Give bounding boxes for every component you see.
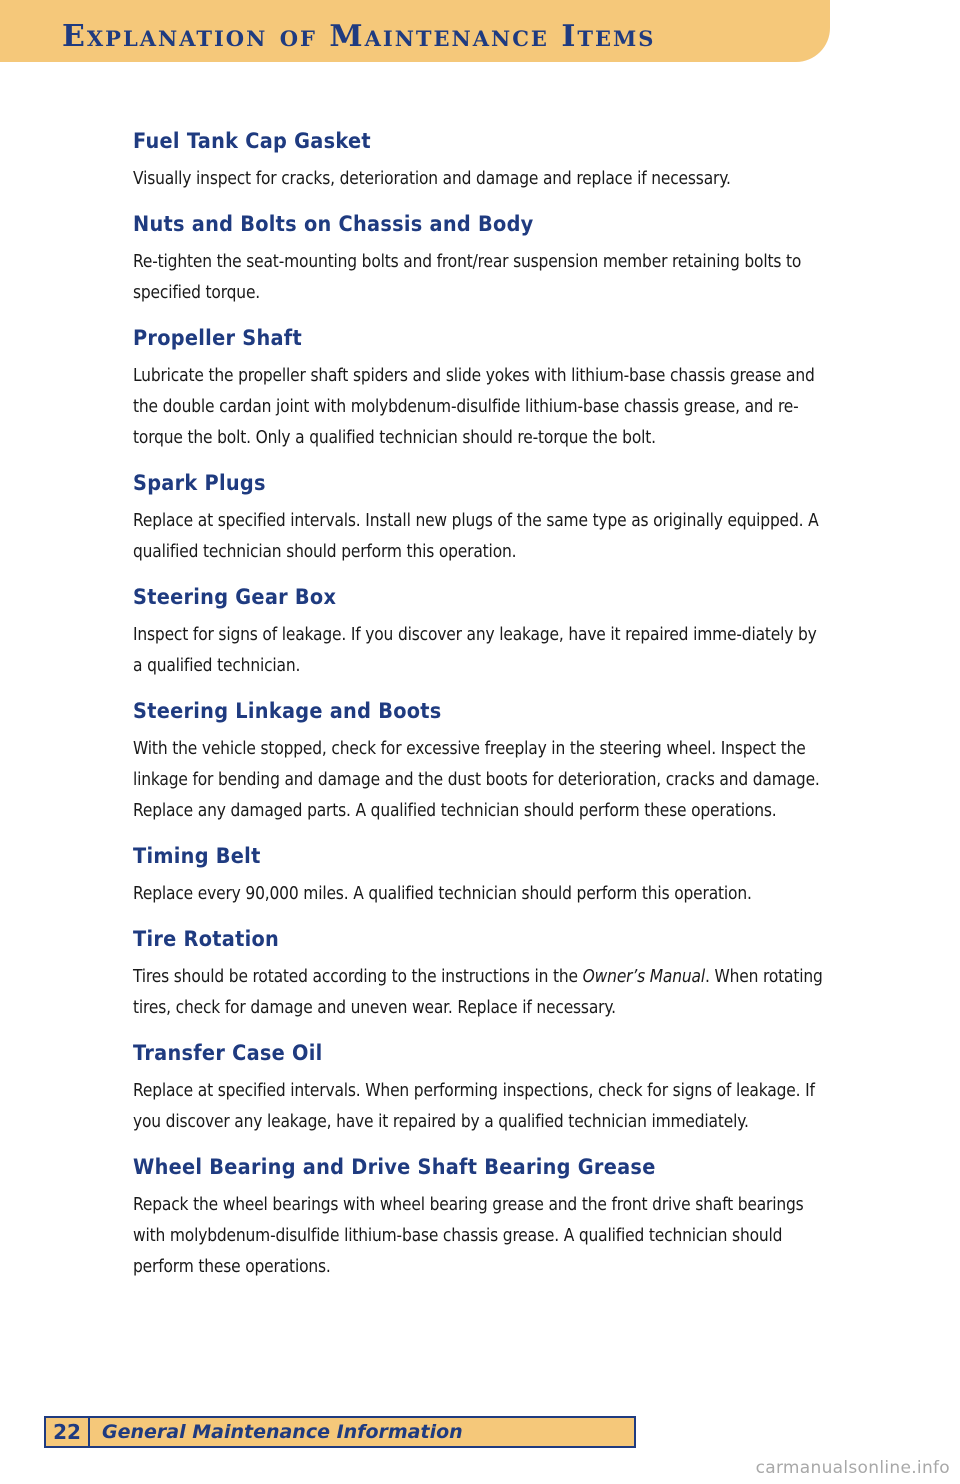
maintenance-item: [133, 468, 833, 567]
maintenance-item: [133, 209, 833, 308]
header-band: [0, 0, 830, 62]
item-description: Replace at specified intervals. When performing inspections, check for signs of leakage. If you discover any leakage, have it repaired by a qualified technician immediately.: [133, 1080, 815, 1132]
item-title: Fuel Tank Cap Gasket: [133, 129, 371, 153]
item-title: Tire Rotation: [133, 927, 280, 951]
maintenance-item: [133, 323, 833, 453]
maintenance-item: [133, 126, 833, 194]
page-number: 22: [46, 1418, 90, 1446]
maintenance-item: [133, 1038, 833, 1137]
watermark: carmanualsonline.info: [755, 1458, 950, 1478]
item-title: Timing Belt: [133, 844, 261, 868]
item-title: Transfer Case Oil: [133, 1041, 323, 1065]
page-title: Explanation of Maintenance Items: [62, 19, 656, 54]
item-title: Steering Gear Box: [133, 585, 337, 609]
maintenance-item: [133, 924, 833, 1023]
item-title: Wheel Bearing and Drive Shaft Bearing Grease: [133, 1155, 656, 1179]
item-description-text: . When rotating tires, check for damage and uneven wear. Replace if necessary.: [133, 966, 823, 1018]
maintenance-item: [133, 841, 833, 909]
item-description: [133, 961, 830, 1023]
item-description: Visually inspect for cracks, deterioration and damage and replace if necessary.: [133, 168, 731, 189]
footer-bar: [44, 1416, 636, 1448]
item-description: Replace every 90,000 miles. A qualified technician should perform this operation.: [133, 883, 752, 904]
item-title: Steering Linkage and Boots: [133, 699, 442, 723]
item-description: Inspect for signs of leakage. If you discover any leakage, have it repaired imme-diately by a qualified technician.: [133, 624, 817, 676]
maintenance-items-list: [133, 126, 833, 1297]
item-description: Replace at specified intervals. Install new plugs of the same type as originally equipped. A qualified technician should perform this operation.: [133, 510, 819, 562]
manual-reference: Owner’s Manual: [582, 966, 705, 987]
maintenance-item: [133, 1152, 833, 1282]
item-description: With the vehicle stopped, check for excessive freeplay in the steering wheel. Inspect the linkage for bending and damage and the dust boots for deterioration, cracks and damage. Replace any damaged parts. A qualified technician should perform these operations.: [133, 738, 820, 821]
maintenance-item: [133, 696, 833, 826]
item-title: Propeller Shaft: [133, 326, 302, 350]
item-description: Re-tighten the seat-mounting bolts and front/rear suspension member retaining bolts to specified torque.: [133, 251, 802, 303]
item-description: Lubricate the propeller shaft spiders and slide yokes with lithium-base chassis grease and the double cardan joint with molybdenum-disulfide lithium-base chassis grease, and re-torque the bolt. Only a qualified technician should re-torque the bolt.: [133, 365, 815, 448]
item-title: Spark Plugs: [133, 471, 266, 495]
item-description-text: Tires should be rotated according to the instructions in the: [133, 966, 583, 987]
item-title: Nuts and Bolts on Chassis and Body: [133, 212, 534, 236]
section-title: General Maintenance Information: [102, 1421, 463, 1443]
maintenance-item: [133, 582, 833, 681]
item-description: Repack the wheel bearings with wheel bearing grease and the front drive shaft bearings with molybdenum-disulfide lithium-base chassis grease. A qualified technician should perform these operations.: [133, 1194, 804, 1277]
